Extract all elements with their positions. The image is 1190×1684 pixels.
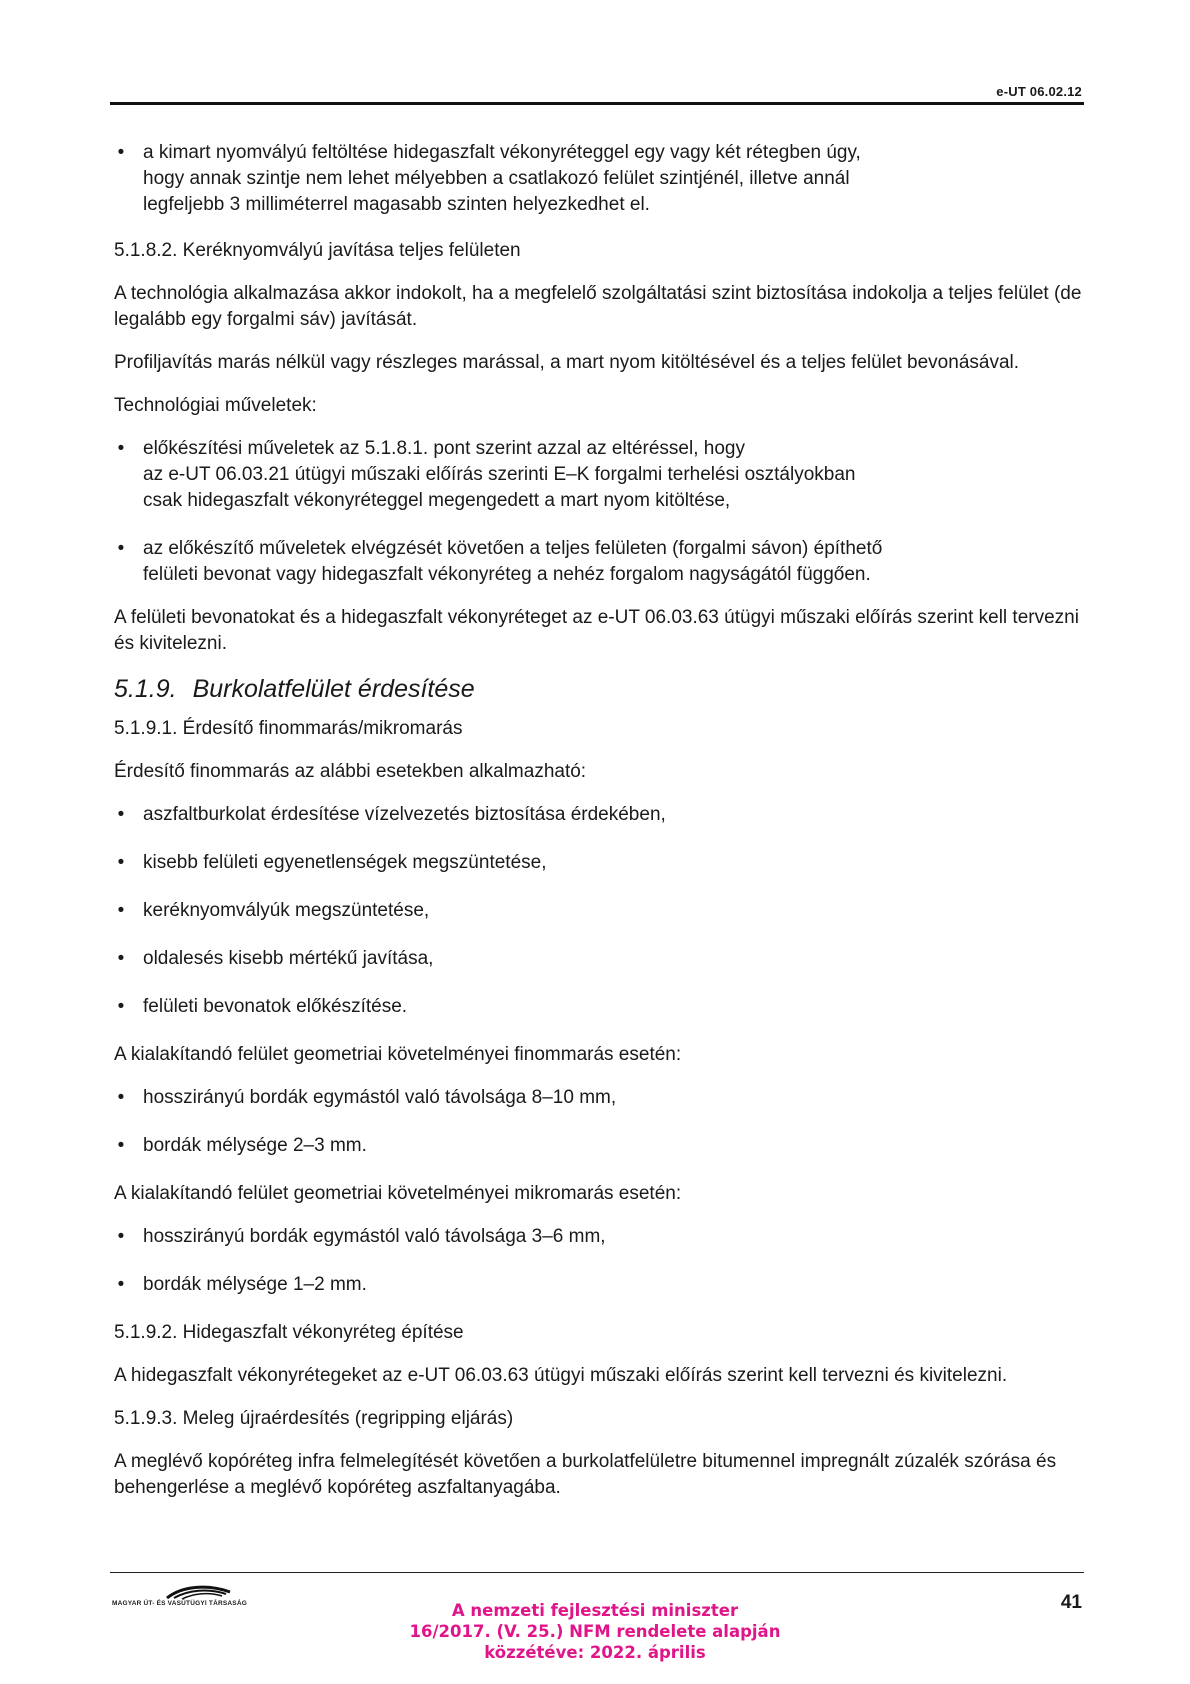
bullet-icon: • bbox=[117, 948, 125, 969]
list-item bbox=[114, 898, 1082, 924]
bullet-icon: • bbox=[117, 1087, 125, 1108]
page-content bbox=[114, 140, 1082, 1518]
list-item bbox=[114, 802, 1082, 828]
publisher-note bbox=[395, 1600, 795, 1663]
list-item bbox=[114, 1272, 1082, 1298]
section-title: Burkolatfelület érdesítése bbox=[192, 675, 475, 703]
paragraph: A kialakítandó felület geometriai követelményei finommarás esetén: bbox=[114, 1044, 682, 1065]
heading-5-1-9-3: 5.1.9.3. Meleg újraérdesítés (regripping eljárás) bbox=[114, 1408, 514, 1429]
footer-rule bbox=[110, 1572, 1084, 1573]
list-item-text: kisebb felületi egyenetlenségek megszüntetése, bbox=[143, 852, 547, 873]
list-item-text: hosszirányú bordák egymástól való távolsága 8–10 mm, bbox=[143, 1087, 617, 1108]
list-item bbox=[114, 1085, 1082, 1111]
logo-text: MAGYAR ÚT- ÉS VASÚTÜGYI TÁRSASÁG bbox=[112, 1600, 247, 1607]
heading-5-1-9-2: 5.1.9.2. Hidegaszfalt vékonyréteg építése bbox=[114, 1322, 464, 1343]
bullet-icon: • bbox=[117, 900, 125, 921]
publisher-logo bbox=[112, 1582, 262, 1612]
bullet-icon: • bbox=[117, 438, 125, 459]
list-item bbox=[114, 1133, 1082, 1159]
bullet-icon: • bbox=[117, 142, 125, 163]
publisher-line: közzétéve: 2022. április bbox=[484, 1643, 706, 1662]
list-item-text: oldalesés kisebb mértékű javítása, bbox=[143, 948, 434, 969]
paragraph: A felületi bevonatokat és a hidegaszfalt vékonyréteget az e-UT 06.03.63 útügyi műszaki előírás szerint kell tervezni és kivitelezni. bbox=[114, 607, 1079, 654]
list-item-text: az előkészítő műveletek elvégzését követően a teljes felületen (forgalmi sávon) építhető felületi bevonat vagy hidegaszfalt vékonyréteg a nehéz forgalom nagyságától függően. bbox=[143, 538, 883, 585]
bullet-list-top bbox=[114, 140, 1082, 218]
bullet-icon: • bbox=[117, 1135, 125, 1156]
list-item-text: keréknyomvályúk megszüntetése, bbox=[143, 900, 430, 921]
publisher-line: 16/2017. (V. 25.) NFM rendelete alapján bbox=[409, 1622, 781, 1641]
list-item bbox=[114, 436, 1082, 514]
list-item-text: felületi bevonatok előkészítése. bbox=[143, 996, 408, 1017]
list-item bbox=[114, 850, 1082, 876]
section-number: 5.1.9. bbox=[114, 675, 177, 703]
list-item-text: bordák mélysége 2–3 mm. bbox=[143, 1135, 367, 1156]
bullet-icon: • bbox=[117, 804, 125, 825]
heading-5-1-9-1: 5.1.9.1. Érdesítő finommarás/mikromarás bbox=[114, 718, 463, 739]
paragraph: A hidegaszfalt vékonyrétegeket az e-UT 06.03.63 útügyi műszaki előírás szerint kell tervezni és kivitelezni. bbox=[114, 1365, 1008, 1386]
list-item bbox=[114, 140, 1082, 218]
publisher-line: A nemzeti fejlesztési miniszter bbox=[451, 1601, 739, 1620]
bullet-icon: • bbox=[117, 996, 125, 1017]
list-item-text: aszfaltburkolat érdesítése vízelvezetés biztosítása érdekében, bbox=[143, 804, 666, 825]
bullet-icon: • bbox=[117, 538, 125, 559]
bullet-list-operations bbox=[114, 436, 1082, 588]
road-logo-icon bbox=[112, 1582, 262, 1602]
header-rule bbox=[110, 102, 1084, 105]
paragraph: A kialakítandó felület geometriai követelményei mikromarás esetén: bbox=[114, 1183, 682, 1204]
section-heading-5-1-9 bbox=[114, 674, 1082, 704]
bullet-icon: • bbox=[117, 852, 125, 873]
bullet-list-applications bbox=[114, 802, 1082, 1020]
paragraph: A technológia alkalmazása akkor indokolt, ha a megfelelő szolgáltatási szint biztosítása indokolja a teljes felület (de legalább egy forgalmi sáv) javítását. bbox=[114, 283, 1082, 330]
list-item-text: a kimart nyomvályú feltöltése hidegaszfalt vékonyréteggel egy vagy két rétegben úgy, hogy annak szintje nem lehet mélyebben a csatlakozó felület szintjénél, illetve annál legfeljebb 3 milliméterrel magasabb szinten helyezkedhet el. bbox=[143, 142, 861, 215]
list-item bbox=[114, 994, 1082, 1020]
bullet-icon: • bbox=[117, 1274, 125, 1295]
list-item bbox=[114, 536, 1082, 588]
bullet-list-micro-milling bbox=[114, 1224, 1082, 1298]
list-item bbox=[114, 946, 1082, 972]
document-code: e-UT 06.02.12 bbox=[996, 84, 1082, 99]
list-item-text: hosszirányú bordák egymástól való távolsága 3–6 mm, bbox=[143, 1226, 606, 1247]
bullet-icon: • bbox=[117, 1226, 125, 1247]
paragraph: A meglévő kopóréteg infra felmelegítését követően a burkolatfelületre bitumennel impregnált zúzalék szórása és behengerlése a meglévő kopóréteg aszfaltanyagába. bbox=[114, 1451, 1057, 1498]
list-item-text: előkészítési műveletek az 5.1.8.1. pont szerint azzal az eltéréssel, hogy az e-UT 06.03.21 útügyi műszaki előírás szerinti E–K forgalmi terhelési osztályokban csak hidegaszfalt vékonyréteggel megengedett a mart nyom kitöltése, bbox=[143, 438, 856, 511]
page-number: 41 bbox=[1060, 1592, 1082, 1613]
heading-5-1-8-2: 5.1.8.2. Keréknyomvályú javítása teljes felületen bbox=[114, 240, 521, 261]
bullet-list-fine-milling bbox=[114, 1085, 1082, 1159]
paragraph: Profiljavítás marás nélkül vagy részleges marással, a mart nyom kitöltésével és a teljes felület bevonásával. bbox=[114, 352, 1020, 373]
list-item-text: bordák mélysége 1–2 mm. bbox=[143, 1274, 367, 1295]
list-item bbox=[114, 1224, 1082, 1250]
paragraph: Technológiai műveletek: bbox=[114, 395, 317, 416]
paragraph: Érdesítő finommarás az alábbi esetekben alkalmazható: bbox=[114, 761, 587, 782]
